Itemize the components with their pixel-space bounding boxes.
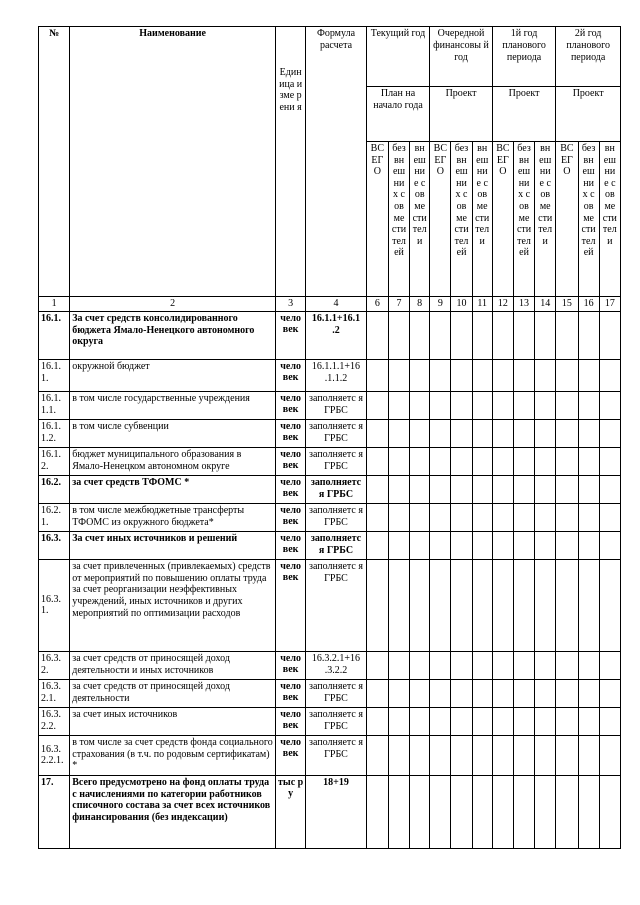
value-cell — [599, 707, 620, 735]
value-cell — [578, 651, 599, 679]
row-name: окружной бюджет — [70, 359, 276, 391]
value-cell — [513, 391, 534, 419]
value-cell — [366, 503, 388, 531]
value-cell — [430, 475, 451, 503]
row-unit: чело век — [275, 559, 305, 651]
value-cell — [451, 651, 472, 679]
row-number: 16.2. — [39, 475, 70, 503]
value-cell — [410, 559, 430, 651]
col-number: 17 — [599, 297, 620, 312]
value-cell — [410, 531, 430, 559]
table-row — [39, 475, 621, 503]
value-cell — [410, 447, 430, 475]
value-cell — [388, 475, 409, 503]
table-row — [39, 531, 621, 559]
value-cell — [366, 391, 388, 419]
header-project-2: Проект — [492, 87, 556, 142]
value-cell — [513, 531, 534, 559]
value-cell — [472, 531, 492, 559]
table-row — [39, 679, 621, 707]
header-no: № — [39, 27, 70, 297]
row-name: за счет иных источников — [70, 707, 276, 735]
header-plan-year1: 1й год планового периода — [492, 27, 556, 87]
value-cell — [578, 391, 599, 419]
col-number: 10 — [451, 297, 472, 312]
row-unit: чело век — [275, 475, 305, 503]
row-unit: чело век — [275, 503, 305, 531]
value-cell — [578, 447, 599, 475]
value-cell — [472, 311, 492, 359]
value-cell — [366, 651, 388, 679]
table-row — [39, 447, 621, 475]
header-ext-2: вн еш ни е сов ме сти тел и — [472, 142, 492, 297]
value-cell — [451, 775, 472, 848]
value-cell — [535, 559, 556, 651]
value-cell — [388, 679, 409, 707]
value-cell — [451, 503, 472, 531]
value-cell — [492, 503, 513, 531]
value-cell — [451, 475, 472, 503]
value-cell — [472, 419, 492, 447]
value-cell — [451, 559, 472, 651]
value-cell — [366, 679, 388, 707]
value-cell — [556, 359, 578, 391]
value-cell — [513, 679, 534, 707]
value-cell — [366, 531, 388, 559]
row-number: 16.1. 1.2. — [39, 419, 70, 447]
col-number: 11 — [472, 297, 492, 312]
row-formula: заполняетс я ГРБС — [306, 679, 367, 707]
row-unit: чело век — [275, 359, 305, 391]
value-cell — [388, 503, 409, 531]
value-cell — [556, 419, 578, 447]
staff-table — [38, 26, 621, 849]
header-name: Наименование — [70, 27, 276, 297]
col-number: 4 — [306, 297, 367, 312]
value-cell — [472, 559, 492, 651]
value-cell — [556, 311, 578, 359]
value-cell — [513, 707, 534, 735]
value-cell — [366, 419, 388, 447]
value-cell — [451, 359, 472, 391]
value-cell — [492, 311, 513, 359]
value-cell — [513, 503, 534, 531]
value-cell — [599, 391, 620, 419]
table-row — [39, 419, 621, 447]
value-cell — [388, 559, 409, 651]
value-cell — [410, 735, 430, 775]
row-formula: 16.3.2.1+16 .3.2.2 — [306, 651, 367, 679]
row-formula: заполняетс я ГРБС — [306, 419, 367, 447]
value-cell — [492, 707, 513, 735]
value-cell — [472, 503, 492, 531]
value-cell — [492, 679, 513, 707]
value-cell — [410, 419, 430, 447]
value-cell — [451, 531, 472, 559]
value-cell — [366, 775, 388, 848]
col-number: 15 — [556, 297, 578, 312]
header-project-1: Проект — [430, 87, 493, 142]
value-cell — [388, 735, 409, 775]
value-cell — [430, 651, 451, 679]
value-cell — [388, 707, 409, 735]
value-cell — [366, 735, 388, 775]
col-number: 12 — [492, 297, 513, 312]
row-number: 16.1. — [39, 311, 70, 359]
value-cell — [513, 475, 534, 503]
row-unit: чело век — [275, 651, 305, 679]
col-number: 8 — [410, 297, 430, 312]
value-cell — [492, 447, 513, 475]
row-formula: заполняетс я ГРБС — [306, 447, 367, 475]
value-cell — [578, 475, 599, 503]
table-row — [39, 311, 621, 359]
value-cell — [535, 707, 556, 735]
row-number: 16.3. 2.2.1. — [39, 735, 70, 775]
value-cell — [535, 679, 556, 707]
row-name: за счет средств от приносящей доход деятельности и иных источников — [70, 651, 276, 679]
value-cell — [599, 447, 620, 475]
value-cell — [535, 475, 556, 503]
value-cell — [535, 735, 556, 775]
value-cell — [578, 503, 599, 531]
value-cell — [599, 475, 620, 503]
header-vsego-3: ВС ЕГ О — [492, 142, 513, 297]
header-plan-year2: 2й год планового периода — [556, 27, 621, 87]
value-cell — [366, 447, 388, 475]
row-unit: чело век — [275, 391, 305, 419]
row-formula: 16.1.1.1+16 .1.1.2 — [306, 359, 367, 391]
value-cell — [599, 531, 620, 559]
value-cell — [388, 419, 409, 447]
value-cell — [556, 679, 578, 707]
value-cell — [451, 419, 472, 447]
value-cell — [388, 651, 409, 679]
row-number: 16.2. 1. — [39, 503, 70, 531]
value-cell — [451, 391, 472, 419]
value-cell — [578, 559, 599, 651]
value-cell — [556, 651, 578, 679]
value-cell — [388, 775, 409, 848]
header-without-ext-1: без вн еш ни х сов ме сти тел ей — [388, 142, 409, 297]
value-cell — [535, 503, 556, 531]
value-cell — [451, 447, 472, 475]
value-cell — [410, 311, 430, 359]
value-cell — [578, 419, 599, 447]
header-without-ext-3: без вн еш ни х сов ме сти тел ей — [513, 142, 534, 297]
row-number: 16.1. 1.1. — [39, 391, 70, 419]
col-number: 1 — [39, 297, 70, 312]
row-name: в том числе межбюджетные трансферты ТФОМС из окружного бюджета* — [70, 503, 276, 531]
row-number: 17. — [39, 775, 70, 848]
table-row — [39, 775, 621, 848]
value-cell — [388, 359, 409, 391]
value-cell — [513, 559, 534, 651]
row-number: 16.3. — [39, 531, 70, 559]
value-cell — [366, 559, 388, 651]
row-unit: чело век — [275, 679, 305, 707]
header-vsego-1: ВС ЕГ О — [366, 142, 388, 297]
value-cell — [410, 651, 430, 679]
value-cell — [578, 359, 599, 391]
row-name: в том числе государственные учреждения — [70, 391, 276, 419]
value-cell — [578, 531, 599, 559]
value-cell — [430, 707, 451, 735]
row-formula: заполняетс я ГРБС — [306, 503, 367, 531]
value-cell — [430, 559, 451, 651]
header-unit: Един ица изме рени я — [275, 27, 305, 297]
value-cell — [388, 531, 409, 559]
value-cell — [430, 447, 451, 475]
value-cell — [492, 359, 513, 391]
row-unit: тыс ру — [275, 775, 305, 848]
value-cell — [410, 775, 430, 848]
value-cell — [472, 775, 492, 848]
value-cell — [388, 391, 409, 419]
value-cell — [599, 419, 620, 447]
value-cell — [430, 735, 451, 775]
value-cell — [556, 735, 578, 775]
value-cell — [430, 359, 451, 391]
row-number: 16.3. 2. — [39, 651, 70, 679]
value-cell — [535, 651, 556, 679]
table-row — [39, 707, 621, 735]
table-row — [39, 503, 621, 531]
value-cell — [492, 419, 513, 447]
value-cell — [451, 735, 472, 775]
value-cell — [492, 651, 513, 679]
value-cell — [556, 503, 578, 531]
value-cell — [410, 391, 430, 419]
header-ext-4: вн еш ни е сов ме сти тел и — [599, 142, 620, 297]
col-number: 3 — [275, 297, 305, 312]
col-number: 6 — [366, 297, 388, 312]
value-cell — [430, 419, 451, 447]
value-cell — [535, 447, 556, 475]
value-cell — [513, 311, 534, 359]
table-row — [39, 391, 621, 419]
header-project-3: Проект — [556, 87, 621, 142]
value-cell — [492, 735, 513, 775]
value-cell — [430, 391, 451, 419]
value-cell — [492, 775, 513, 848]
row-unit: чело век — [275, 735, 305, 775]
value-cell — [578, 775, 599, 848]
value-cell — [410, 707, 430, 735]
value-cell — [388, 311, 409, 359]
header-plan-start: План на начало года — [366, 87, 430, 142]
value-cell — [472, 359, 492, 391]
value-cell — [578, 735, 599, 775]
value-cell — [556, 531, 578, 559]
value-cell — [556, 559, 578, 651]
value-cell — [451, 707, 472, 735]
row-name: За счет иных источников и решений — [70, 531, 276, 559]
value-cell — [366, 475, 388, 503]
row-name: за счет средств ТФОМС * — [70, 475, 276, 503]
value-cell — [366, 359, 388, 391]
value-cell — [472, 651, 492, 679]
col-number: 7 — [388, 297, 409, 312]
value-cell — [599, 651, 620, 679]
row-number: 16.3. 2.1. — [39, 679, 70, 707]
value-cell — [578, 679, 599, 707]
value-cell — [492, 391, 513, 419]
value-cell — [366, 311, 388, 359]
table-row — [39, 735, 621, 775]
header-current-year: Текущий год — [366, 27, 430, 87]
row-number: 16.1. 2. — [39, 447, 70, 475]
value-cell — [451, 679, 472, 707]
value-cell — [430, 311, 451, 359]
value-cell — [513, 775, 534, 848]
row-name: Всего предусмотрено на фонд оплаты труда с начислениями по категории работников списочного состава за счет всех источников финансирования (без индексации) — [70, 775, 276, 848]
value-cell — [578, 311, 599, 359]
value-cell — [410, 503, 430, 531]
value-cell — [535, 419, 556, 447]
row-name: за счет средств от приносящей доход деятельности — [70, 679, 276, 707]
value-cell — [430, 679, 451, 707]
value-cell — [599, 359, 620, 391]
col-number: 14 — [535, 297, 556, 312]
row-unit: чело век — [275, 419, 305, 447]
row-unit: чело век — [275, 311, 305, 359]
row-name: бюджет муниципального образования в Ямало-Ненецком автономном округе — [70, 447, 276, 475]
value-cell — [451, 311, 472, 359]
value-cell — [410, 475, 430, 503]
value-cell — [472, 475, 492, 503]
row-formula: заполняетс я ГРБС — [306, 391, 367, 419]
row-formula: заполняетс я ГРБС — [306, 531, 367, 559]
value-cell — [535, 531, 556, 559]
value-cell — [535, 775, 556, 848]
row-name: За счет средств консолидированного бюджета Ямало-Ненецкого автономного округа — [70, 311, 276, 359]
col-number: 16 — [578, 297, 599, 312]
value-cell — [492, 531, 513, 559]
value-cell — [513, 359, 534, 391]
value-cell — [599, 775, 620, 848]
row-number: 16.3. 1. — [39, 559, 70, 651]
col-number: 9 — [430, 297, 451, 312]
value-cell — [472, 679, 492, 707]
value-cell — [599, 503, 620, 531]
row-unit: чело век — [275, 531, 305, 559]
value-cell — [410, 679, 430, 707]
row-number: 16.1. 1. — [39, 359, 70, 391]
row-formula: заполняетс я ГРБС — [306, 735, 367, 775]
row-formula: заполняетс я ГРБС — [306, 559, 367, 651]
value-cell — [535, 359, 556, 391]
header-ext-3: вн еш ни е сов ме сти тел и — [535, 142, 556, 297]
value-cell — [492, 475, 513, 503]
value-cell — [366, 707, 388, 735]
col-number: 2 — [70, 297, 276, 312]
value-cell — [472, 447, 492, 475]
value-cell — [430, 775, 451, 848]
header-ext-1: вн еш ни е сов ме сти тел и — [410, 142, 430, 297]
value-cell — [513, 651, 534, 679]
value-cell — [556, 391, 578, 419]
value-cell — [492, 559, 513, 651]
table-row — [39, 359, 621, 391]
value-cell — [599, 735, 620, 775]
value-cell — [472, 707, 492, 735]
value-cell — [410, 359, 430, 391]
row-formula: заполняетс я ГРБС — [306, 475, 367, 503]
table-row — [39, 559, 621, 651]
row-name: в том числе за счет средств фонда социального страхования (в т.ч. по родовым сертификатам) * — [70, 735, 276, 775]
row-unit: чело век — [275, 707, 305, 735]
value-cell — [472, 391, 492, 419]
value-cell — [556, 707, 578, 735]
header-next-fin-year: Очередной финансовы й год — [430, 27, 493, 87]
header-without-ext-4: без вн еш ни х сов ме сти тел ей — [578, 142, 599, 297]
header-vsego-4: ВС ЕГ О — [556, 142, 578, 297]
value-cell — [430, 503, 451, 531]
value-cell — [430, 531, 451, 559]
col-number: 13 — [513, 297, 534, 312]
value-cell — [513, 447, 534, 475]
value-cell — [556, 447, 578, 475]
value-cell — [599, 559, 620, 651]
header-formula: Формула расчета — [306, 27, 367, 297]
value-cell — [513, 735, 534, 775]
header-vsego-2: ВС ЕГ О — [430, 142, 451, 297]
value-cell — [513, 419, 534, 447]
value-cell — [599, 311, 620, 359]
row-name: в том числе субвенции — [70, 419, 276, 447]
row-formula: 16.1.1+16.1 .2 — [306, 311, 367, 359]
value-cell — [535, 311, 556, 359]
value-cell — [599, 679, 620, 707]
value-cell — [535, 391, 556, 419]
row-formula: заполняетс я ГРБС — [306, 707, 367, 735]
table-row — [39, 651, 621, 679]
value-cell — [472, 735, 492, 775]
value-cell — [578, 707, 599, 735]
row-formula: 18+19 — [306, 775, 367, 848]
value-cell — [388, 447, 409, 475]
header-without-ext-2: без вн еш ни х сов ме сти тел ей — [451, 142, 472, 297]
row-number: 16.3. 2.2. — [39, 707, 70, 735]
value-cell — [556, 775, 578, 848]
row-unit: чело век — [275, 447, 305, 475]
value-cell — [556, 475, 578, 503]
row-name: за счет привлеченных (привлекаемых) средств от мероприятий по повышению оплаты труда за счет реорганизации неэффективных учреждений, иных источников и других мероприятий по оптимизации расходов — [70, 559, 276, 651]
